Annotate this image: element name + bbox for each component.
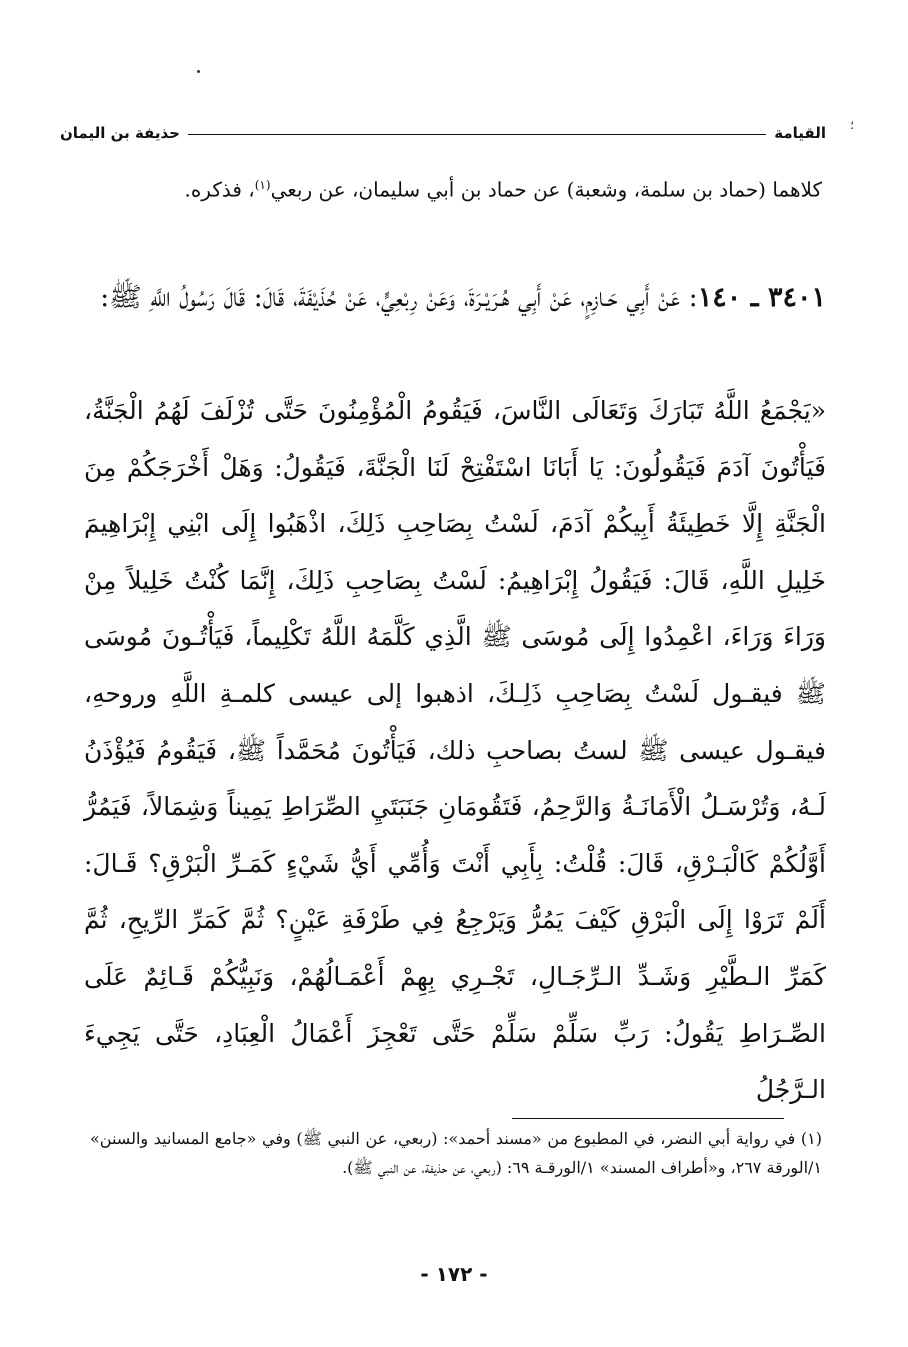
margin-mark: ؛ [850, 118, 854, 132]
intro-text: كلاهما (حماد بن سلمة، وشعبة) عن حماد بن أبي سليمان، عن ربعي [270, 177, 822, 202]
ink-speck [197, 70, 200, 73]
hadith-number: ٣٤٠١ ـ ١٤٠ [697, 282, 826, 313]
footnote: (١) في رواية أبي النضر، في المطبوع من «مسند أحمد»: (ربعي، عن النبي ﷺ) وفي «جامع المسانيد والسنن» ١/الورقة ٢٦٧، و«أطراف المسند» ١/الورقـة ٦٩: (ربعي، عن حذيفة، عن النبي ﷺ). [90, 1129, 822, 1177]
header-chapter-title: القيامة [774, 124, 826, 142]
hadith-body: «يَجْمَعُ اللَّهُ تَبَارَكَ وَتَعَالَى النَّاسَ، فَيَقُومُ الْمُؤْمِنُونَ حَتَّى تُزْلَفَ لَهُمُ الْجَنَّةُ، فَيَأْتُونَ آدَمَ فَيَقُولُونَ: يَا أَبَانَا اسْتَفْتِحْ لَنَا الْجَنَّةَ، فَيَقُولُ: وَهَلْ أَخْرَجَكُمْ مِنَ الْجَنَّةِ إِلَّا خَطِيئَةُ أَبِيكُمْ آدَمَ، لَسْتُ بِصَاحِبِ ذَلِكَ، اذْهَبُوا إِلَى ابْنِي إِبْرَاهِيمَ خَلِيلِ اللَّهِ، قَالَ: فَيَقُولُ إِبْرَاهِيمُ: لَسْتُ بِصَاحِبِ ذَلِكَ، إِنَّمَا كُنْتُ خَلِيلاً مِنْ وَرَاءَ وَرَاءَ، اعْمِدُوا إِلَى مُوسَى ﷺ الَّذِي كَلَّمَهُ اللَّهُ تَكْلِيماً، فَيَأْتُـونَ مُوسَى ﷺ فيقـول لَسْتُ بِصَاحِبِ ذَلِـكَ، اذهبوا إلى عيسى كلمـةِ اللَّهِ وروحهِ، فيقـول عيسى ﷺ لستُ بصاحبِ ذلك، فَيَأْتُونَ مُحَمَّداً ﷺ، فَيَقُومُ فَيُؤْذَنُ لَـهُ، وَتُرْسَـلُ الْأَمَانَـةُ وَالرَّحِمُ، فَتَقُومَانِ جَنَبَتَيِ الصِّرَاطِ يَمِيناً وَشِمَالاً، فَيَمُرُّ أَوَّلُكُمْ كَالْبَـرْقِ، قَالَ: قُلْتُ: بِأَبِي أَنْتَ وَأُمِّي أَيُّ شَيْءٍ كَمَـرِّ الْبَرْقِ؟ قَـالَ: أَلَمْ تَرَوْا إِلَى الْبَرْقِ كَيْفَ يَمُرُّ وَيَرْجِعُ فِي طَرْفَةِ عَيْنٍ؟ ثُمَّ كَمَرِّ الرِّيحِ، ثُمَّ كَمَرِّ الـطَّيْرِ وَشَـدِّ الـرِّجَـالِ، تَجْـرِي بِهِمْ أَعْمَـالُهُمْ، وَنَبِيُّكُمْ قَـائِمٌ عَلَى الصِّـرَاطِ يَقُولُ: رَبِّ سَلِّمْ سَلِّمْ حَتَّى تَعْجِزَ أَعْمَالُ الْعِبَادِ، حَتَّى يَجِيءَ الـرَّجُلُ [84, 396, 826, 1105]
intro-text-end: ، فذكره. [184, 177, 255, 202]
footnote-rule [512, 1118, 784, 1119]
header-rule [188, 134, 766, 135]
footnote-ref: (١) [254, 178, 271, 192]
page-number: - ١٧٢ - [420, 1262, 488, 1286]
hadith-chain: : عَنْ أَبِي حَـازِمٍ، عَنْ أَبِي هُـرَيْـرَةَ، وَعَنْ رِبْعِيٍّ، عَنْ حُذَيْفَةَ، قَالَ: قَالَ رَسُولُ اللَّهِ ﷺ: [100, 282, 698, 313]
hadith-heading [86, 266, 826, 330]
intro-paragraph [88, 160, 822, 215]
header-section-title: حذيفة بن اليمان [60, 124, 180, 142]
running-header [60, 112, 826, 142]
